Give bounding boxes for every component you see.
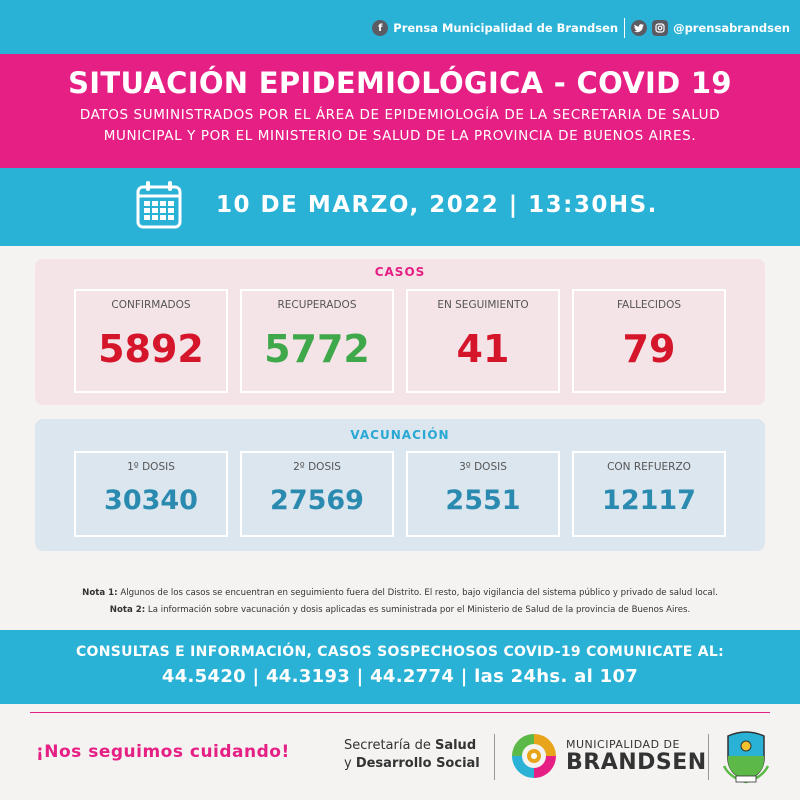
facebook-label[interactable]: Prensa Municipalidad de Brandsen [393,21,619,35]
stat-fallecidos [572,289,726,393]
footer-divider [30,712,770,713]
top-bar [0,0,800,54]
twitter-icon[interactable] [631,20,647,36]
stat-dosis-3 [406,451,560,537]
stat-value: 12117 [602,485,696,516]
instagram-icon[interactable] [652,20,668,36]
stat-label: EN SEGUIMIENTO [437,299,529,311]
contact-band [0,630,800,704]
note-1-label: Nota 1: [82,588,118,598]
stat-value: 5772 [264,327,370,371]
report-date: 10 DE MARZO, 2022 | 13:30HS. [216,192,658,218]
instagram-handle[interactable]: @prensabrandsen [673,21,790,35]
note-1 [0,585,800,602]
stat-value: 2551 [445,485,521,516]
stat-value: 5892 [98,327,204,371]
date-band [0,168,800,246]
stat-dosis-2 [240,451,394,537]
stat-label: 1º DOSIS [127,461,175,473]
stat-value: 79 [622,327,676,371]
stat-confirmados [74,289,228,393]
stat-label: CONFIRMADOS [111,299,191,311]
secretaria-pre2: y [344,756,356,771]
stat-label: RECUPERADOS [277,299,357,311]
contact-heading: CONSULTAS E INFORMACIÓN, CASOS SOSPECHOSOS COVID-19 COMUNICATE AL: [75,644,725,660]
stat-dosis-1 [74,451,228,537]
muni-line2: BRANDSEN [566,750,707,775]
social-links [372,18,790,38]
slogan: ¡Nos seguimos cuidando! [36,742,290,762]
stat-recuperados [240,289,394,393]
stat-value: 27569 [270,485,364,516]
stat-label: CON REFUERZO [607,461,691,473]
casos-panel [35,259,765,405]
secretaria-pre1: Secretaría de [344,738,435,753]
vacunacion-title: VACUNACIÓN [350,428,450,442]
facebook-icon[interactable]: f [372,20,388,36]
casos-title: CASOS [374,265,426,279]
contact-phones: 44.5420 | 44.3193 | 44.2774 | las 24hs. al 107 [161,666,639,687]
note-2 [0,602,800,619]
note-2-label: Nota 2: [109,605,146,615]
page-subtitle: DATOS SUMINISTRADOS POR EL ÁREA DE EPIDEMIOLOGÍA DE LA SECRETARIA DE SALUD MUNICIPAL Y POR EL MINISTERIO DE SALUD DE LA PROVINCIA DE BUENOS AIRES. [79,107,721,144]
secretaria-label [344,737,480,773]
secretaria-bold1: Salud [434,738,477,753]
secretaria-bold2: Desarrollo Social [355,756,480,771]
stat-value: 41 [456,327,510,371]
stat-label: 2º DOSIS [293,461,341,473]
stat-label: 3º DOSIS [459,461,507,473]
divider [624,18,625,38]
stat-label: FALLECIDOS [616,299,682,311]
stat-value: 30340 [104,485,198,516]
notes [0,585,800,619]
footer-separator [708,734,709,780]
stat-en-seguimiento [406,289,560,393]
note-2-text: La información sobre vacunación y dosis aplicadas es suministrada por el Ministerio de Salud de la provincia de Buenos Aires. [145,605,691,615]
muni-line1: MUNICIPALIDAD DE [566,738,680,751]
note-1-text: Algunos de los casos se encuentran en seguimiento fuera del Distrito. El resto, bajo vigilancia del sistema público y privado de salud local. [117,588,718,598]
calendar-icon [136,180,182,230]
stat-refuerzo [572,451,726,537]
coat-of-arms-icon [722,726,770,784]
footer-separator [494,734,495,780]
municipality-logo-icon [508,730,560,782]
municipality-name [566,738,707,775]
page-title: SITUACIÓN EPIDEMIOLÓGICA - COVID 19 [68,66,732,100]
vacunacion-panel [35,419,765,551]
header-banner [0,54,800,168]
